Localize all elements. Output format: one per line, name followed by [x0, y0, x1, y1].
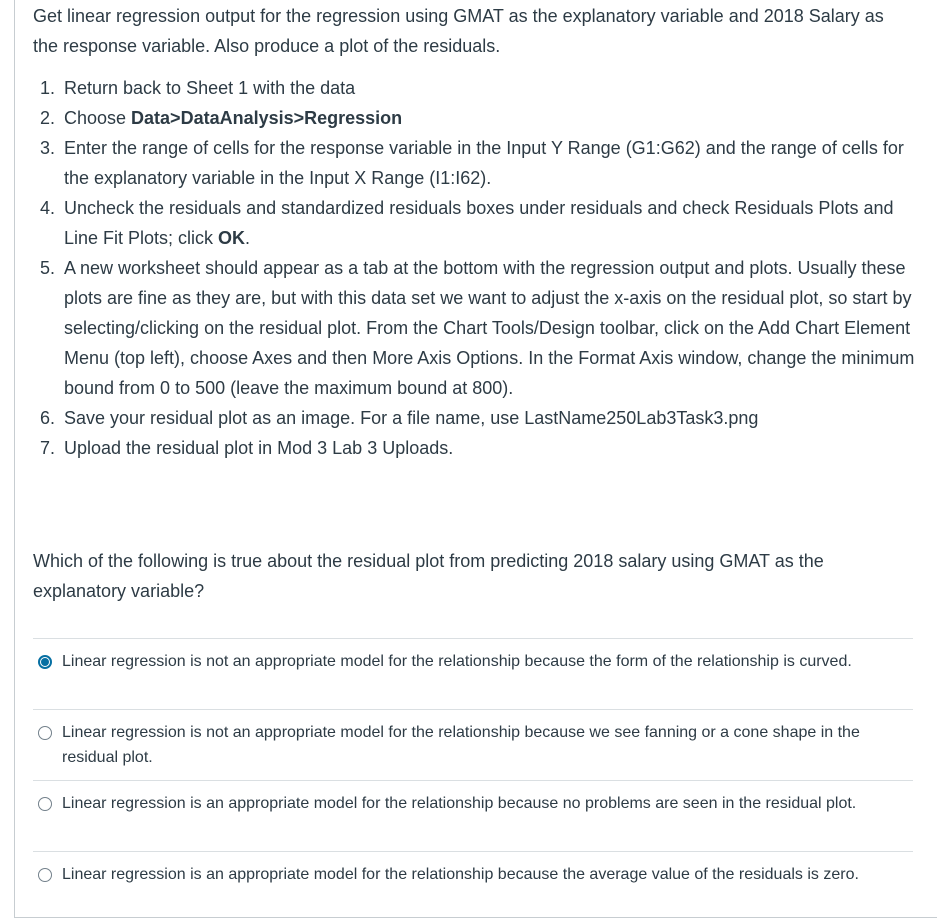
answer-option-3[interactable]: [33, 780, 913, 851]
step-item: [40, 133, 915, 193]
step-text: [64, 193, 915, 253]
answer-label[interactable]: Linear regression is an appropriate model for the relationship because no problems are seen in the residual plot.: [62, 795, 857, 812]
step-item: [40, 103, 915, 133]
step-number: 6.: [40, 408, 56, 428]
radio-button[interactable]: [38, 868, 52, 882]
step-number: 7.: [40, 438, 56, 458]
step-text: Save your residual plot as an image. For a file name, use LastName250Lab3Task3.png: [64, 408, 759, 428]
step-number: 1.: [40, 78, 56, 98]
step-text-part: Uncheck the residuals and standardized residuals boxes under residuals and check Residuals Plots and Line Fit Plots; click: [64, 198, 894, 248]
answer-list: [33, 638, 913, 922]
step-number: 2.: [40, 108, 56, 128]
radio-button-selected[interactable]: [38, 655, 52, 669]
step-text-part: .: [245, 228, 251, 248]
ok-label: OK: [218, 228, 246, 248]
answer-label[interactable]: Linear regression is not an appropriate model for the relationship because the form of the relationship is curved.: [62, 653, 852, 670]
step-text: Upload the residual plot in Mod 3 Lab 3 Uploads.: [64, 438, 454, 458]
step-item: [40, 73, 915, 103]
instruction-steps: [40, 73, 915, 463]
answer-label[interactable]: Linear regression is not an appropriate model for the relationship because we see fanning or a cone shape in the residual plot.: [62, 724, 860, 766]
answer-option-2[interactable]: [33, 709, 913, 780]
radio-button[interactable]: [38, 797, 52, 811]
step-text: A new worksheet should appear as a tab at the bottom with the regression output and plots. Usually these plots are fine as they are, but with this data set we want to adjust the x-axis on the residual plot, so start by selecting/clicking on the residual plot. From the Chart Tools/Design toolbar, click on the Add Chart Element Menu (top left), choose Axes and then More Axis Options. In the Format Axis window, change the minimum bound from 0 to 500 (leave the maximum bound at 800).: [64, 258, 915, 398]
question-text: Which of the following is true about the residual plot from predicting 2018 salary using GMAT as the explanatory variable?: [33, 551, 824, 601]
answer-option-1[interactable]: [33, 638, 913, 709]
step-number: 3.: [40, 138, 56, 158]
answer-option-4[interactable]: [33, 851, 913, 922]
step-item: [40, 403, 915, 433]
step-text: Enter the range of cells for the response variable in the Input Y Range (G1:G62) and the range of cells for the explanatory variable in the Input X Range (I1:I62).: [64, 138, 904, 188]
step-item: [40, 193, 915, 253]
step-number: 5.: [40, 258, 56, 278]
step-number: 4.: [40, 198, 56, 218]
step-text-part: Choose: [64, 108, 132, 128]
step-text: Return back to Sheet 1 with the data: [64, 78, 356, 98]
step-item: [40, 433, 915, 463]
instructions-intro: Get linear regression output for the regression using GMAT as the explanatory variable and 2018 Salary as the response variable. Also produce a plot of the residuals.: [33, 6, 884, 56]
answer-label[interactable]: Linear regression is an appropriate model for the relationship because the average value of the residuals is zero.: [62, 866, 859, 883]
step-text: [64, 103, 915, 133]
menu-path: Data>DataAnalysis>Regression: [131, 108, 403, 128]
step-item: [40, 253, 915, 403]
radio-button[interactable]: [38, 726, 52, 740]
